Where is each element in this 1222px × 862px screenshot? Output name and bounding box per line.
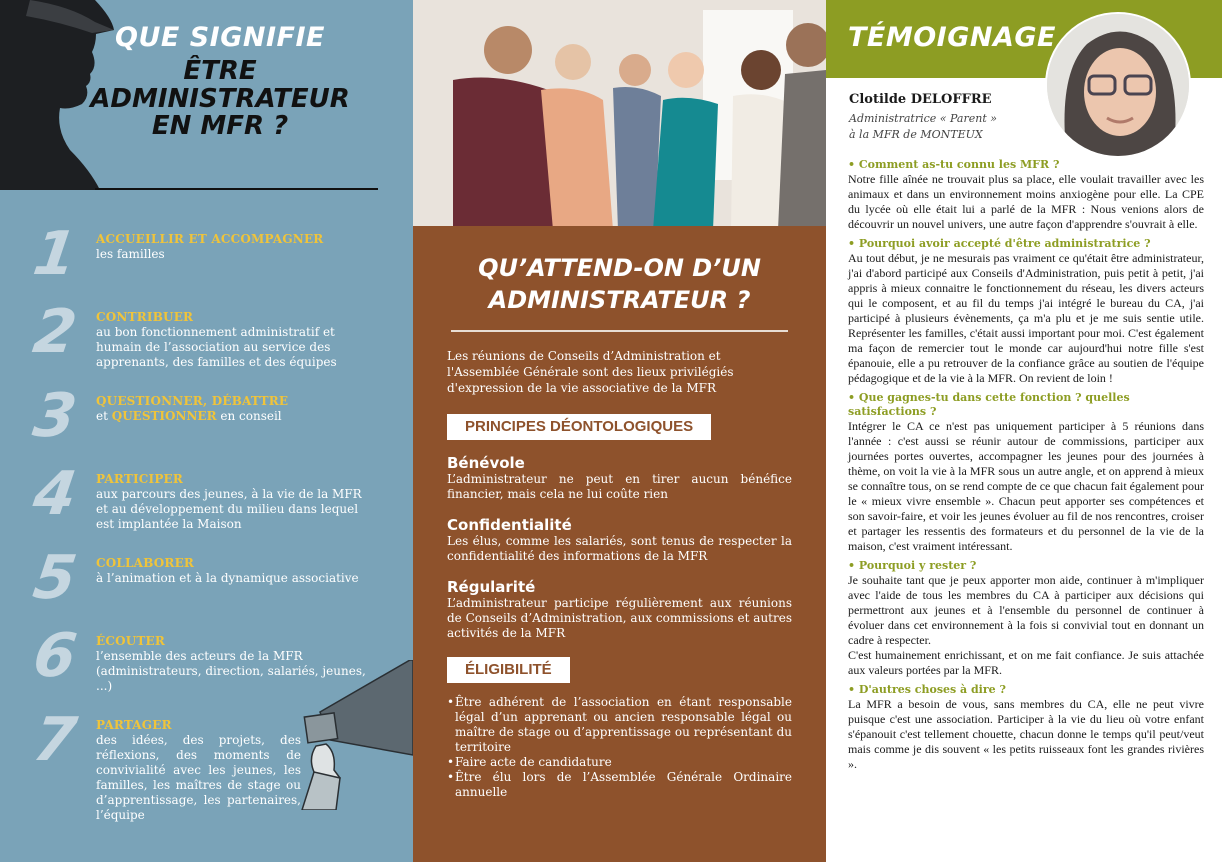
- avatar: [1045, 12, 1191, 158]
- step-text: des idées, des projets, des réflexions, des moments de convivialité avec les jeunes, les familles, les maîtres de stage ou d’apprentissage, les partenaires, l’équipe: [96, 733, 301, 822]
- answer: Je souhaite tant que je peux apporter mon aide, continuer à m'impliquer avec l'aide de tous les membres du CA à participer aux décisions qui permettront aux jeunes et à l'ensemble du personnel de continuer à évoluer dans cet environnement à la fois si convivial tout en donnant un cadre à respecter.: [848, 573, 1204, 647]
- answer: Intégrer le CA ce n'est pas uniquement participer à 5 réunions dans l'année : c'est aussi se réunir autour de commissions, participer aux journées portes ouvertes, accompagner les jeunes pour des journées à thème, on voit la vie à la MFR sous un autre angle, et on apprend à mieux se connaître tous, on se rend compte de ce que chacun fait également pour le « mieux vivre ensemble ». Chacun peut apporter ses compétences et son savoir-faire, et voir les jeunes évoluer au fil de nos rencontres, croiser et partager les ressentis des formateurs et du personnel de la vie de la maison, c'est vraiment intéressant.: [848, 419, 1204, 553]
- step-3: [0, 381, 413, 451]
- list-item: • Être élu lors de l’Assemblée Générale Ordinaire annuelle: [447, 770, 792, 800]
- principle-text: L’administrateur ne peut en tirer aucun bénéfice financier, mais cela ne lui coûte rien: [447, 472, 792, 501]
- question: • Pourquoi avoir accepté d'être administratrice ?: [848, 237, 1151, 250]
- step-heading: ÉCOUTER: [96, 634, 166, 648]
- step-heading: CONTRIBUER: [96, 310, 194, 324]
- step-heading: ACCUEILLIR ET ACCOMPAGNER: [96, 232, 324, 246]
- steps-list: [0, 219, 413, 823]
- step-text: à l’animation et à la dynamique associative: [96, 571, 359, 585]
- person-role: Administratrice « Parent » à la MFR de MONTEUX: [849, 112, 997, 141]
- qa-list: [848, 158, 1204, 772]
- step-text: et QUESTIONNER en conseil: [96, 409, 282, 423]
- step-number: 7: [29, 705, 81, 775]
- divider: [95, 188, 378, 190]
- step-2: [0, 297, 413, 370]
- principle-title: Confidentialité: [447, 516, 572, 534]
- people-photo-icon: [413, 0, 826, 230]
- principle-text: Les élus, comme les salariés, sont tenus de respecter la confidentialité des informations de la MFR: [447, 534, 792, 563]
- question: • Comment as-tu connu les MFR ?: [848, 158, 1060, 171]
- principles-label: PRINCIPES DÉONTOLOGIQUES: [447, 414, 711, 440]
- list-item: • Être adhérent de l’association en étant responsable légal d’un apprenant ou ancien responsable légal ou maître de stage ou d’apprentissage ou représentant du territoire: [447, 695, 792, 755]
- step-number: 5: [29, 543, 81, 613]
- step-4: [0, 459, 413, 532]
- eligibility-label: ÉLIGIBILITÉ: [447, 657, 570, 683]
- step-heading: PARTICIPER: [96, 472, 184, 486]
- middle-content: [413, 230, 826, 800]
- left-title: [90, 24, 350, 140]
- answer-continued: C'est humainement enrichissant, et on me fait confiance. Je suis attachée aux valeurs portées par la MFR.: [848, 648, 1204, 677]
- step-5: [0, 543, 413, 613]
- person-name: Clotilde DELOFFRE: [849, 92, 992, 107]
- answer: Notre fille aînée ne trouvait plus sa place, elle voulait travailler avec les animaux et dans un environnement moins anxiogène pour elle. La CPE du lycée où elle était lui a parlé de la MFR : Nous venions alors de découvrir un nouvel univers, une autre façon d'apprendre s'ouvrait à elle.: [848, 172, 1204, 231]
- step-text: aux parcours des jeunes, à la vie de la MFR et au développement du milieu dans lequel est implantée la Maison: [96, 487, 362, 531]
- question: • Pourquoi y rester ?: [848, 559, 977, 572]
- divider: [451, 330, 788, 332]
- step-number: 1: [29, 219, 81, 289]
- principle-title: Bénévole: [447, 454, 525, 472]
- middle-title: QU’ATTEND-ON D’UN ADMINISTRATEUR ?: [478, 254, 761, 314]
- list-item: • Faire acte de candidature: [447, 755, 792, 770]
- qa-item-1: [848, 158, 1204, 232]
- left-panel: [0, 0, 413, 862]
- testimonial-title: TÉMOIGNAGE: [848, 22, 1056, 53]
- qa-item-4: [848, 559, 1204, 678]
- step-text: au bon fonctionnement administratif et humain de l’association au service des apprenants, des familles et des équipes: [96, 325, 337, 369]
- qa-item-2: [848, 237, 1204, 386]
- principle-text: L’administrateur participe régulièrement aux réunions de Conseils d’Administration, aux commissions et autres activités de la MFR: [447, 596, 792, 640]
- person-portrait-icon: [1047, 14, 1191, 158]
- step-6: [0, 621, 413, 694]
- group-photo: [413, 0, 826, 230]
- step-number: 4: [29, 459, 81, 529]
- principle-regularite: [447, 578, 792, 641]
- step-1: [0, 219, 413, 289]
- eligibility-list: [447, 695, 792, 800]
- qa-item-3: [848, 391, 1204, 554]
- step-number: 6: [29, 621, 81, 691]
- middle-panel: [413, 0, 826, 862]
- qa-item-5: [848, 683, 1204, 772]
- answer: Au tout début, je ne mesurais pas vraiment ce qu'était être administrateur, j'ai d'abord participé aux Conseils d'Administration, puis petit à petit, j'ai appris à mieux connaitre le fonctionnement du réseau, les divers acteurs qui le composent, et au fil du temps j'ai intégré le bureau du CA, j'ai participé à plusieurs évènements, ça m'a plu et je me suis sentie utile. Représenter les familles, c'était aussi important pour moi. C'est également ma façon de remercier tout le monde car aujourd'hui notre fille s'est épanouie, elle a pu retrouver de la confiance grâce au soutien de l'équipe pédagogique et de la vie à la MFR. On revient de loin !: [848, 251, 1204, 385]
- step-heading: QUESTIONNER, DÉBATTRE: [96, 394, 289, 408]
- step-number: 3: [29, 381, 81, 451]
- principle-confidentialite: [447, 516, 792, 564]
- step-number: 2: [29, 297, 81, 367]
- principle-benevole: [447, 454, 792, 502]
- answer: La MFR a besoin de vous, sans membres du CA, elle ne peut vivre puisque c'est une association. Participer à la vie du lieu où votre enfant s'épanouit c'est tellement chouette, chacun donne le temps qu'il peut/veut mais comme je dis souvent « les petits ruisseaux font les grandes rivières ».: [848, 697, 1204, 771]
- step-text: l’ensemble des acteurs de la MFR (administrateurs, direction, salariés, jeunes, ...): [96, 649, 366, 693]
- photo-border: [413, 226, 826, 230]
- step-heading: COLLABORER: [96, 556, 195, 570]
- question: • D'autres choses à dire ?: [848, 683, 1006, 696]
- step-heading: PARTAGER: [96, 718, 172, 732]
- left-title-line1: QUE SIGNIFIE: [115, 22, 325, 53]
- right-panel: [826, 0, 1222, 862]
- middle-intro: Les réunions de Conseils d’Administration et l'Assemblée Générale sont des lieux privilégiés d'expression de la vie associative de la MFR: [447, 349, 734, 395]
- principle-title: Régularité: [447, 578, 536, 596]
- step-7: [0, 705, 413, 823]
- left-title-line2: ÊTRE ADMINISTRATEUR EN MFR ?: [90, 56, 350, 141]
- question: • Que gagnes-tu dans cette fonction ? quelles satisfactions ?: [848, 391, 1130, 418]
- step-text: les familles: [96, 247, 165, 261]
